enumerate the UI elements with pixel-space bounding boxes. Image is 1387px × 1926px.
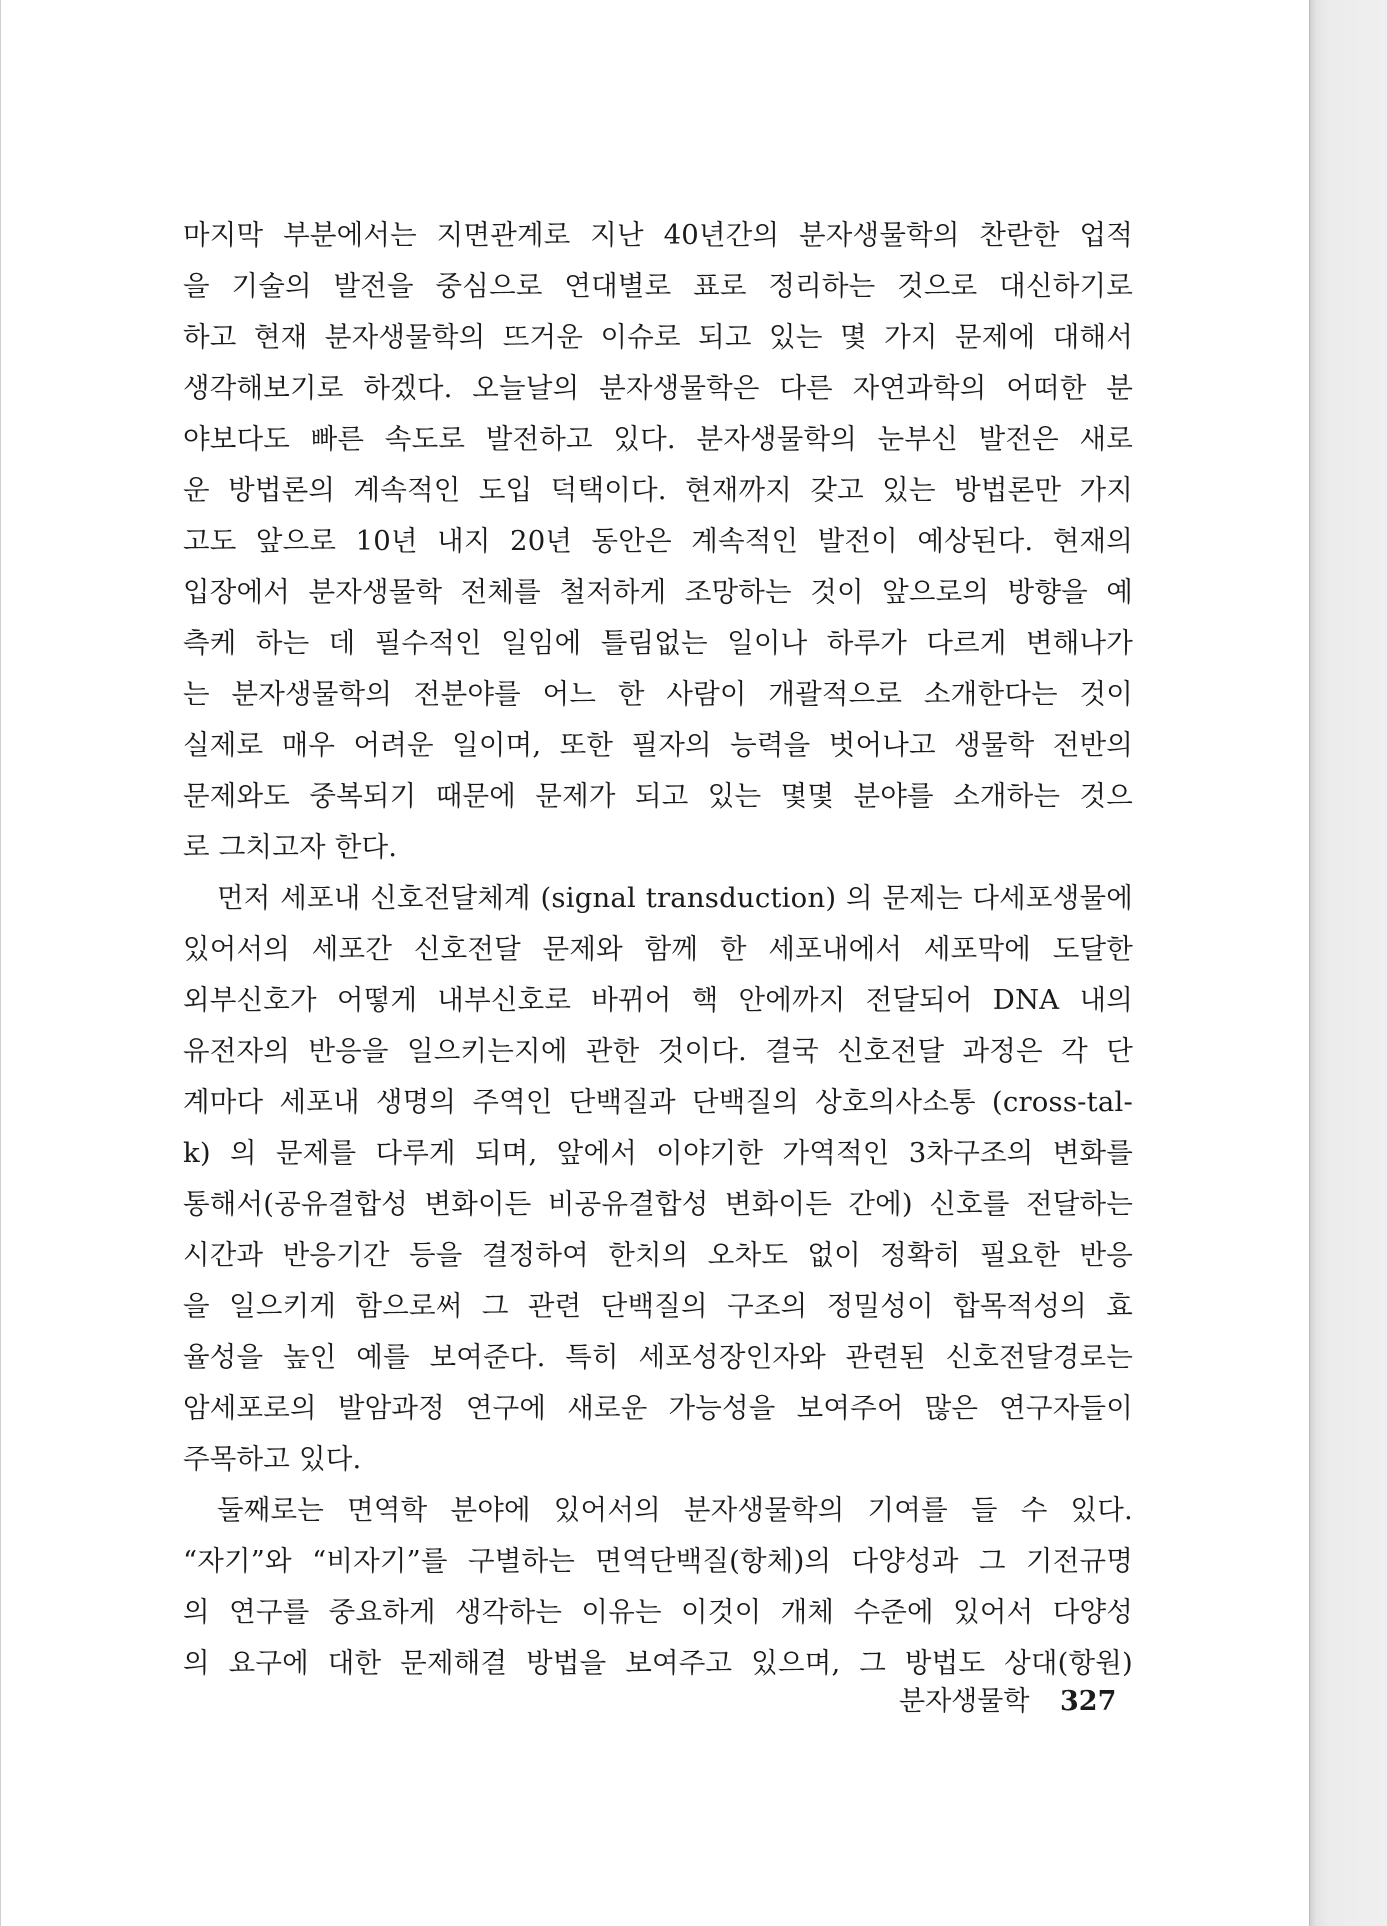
body-text bbox=[183, 210, 1133, 1689]
text-line: 있어서의 세포간 신호전달 문제와 함께 한 세포내에서 세포막에 도달한 bbox=[183, 933, 1133, 965]
text-line: 율성을 높인 예를 보여준다. 특히 세포성장인자와 관련된 신호전달경로는 bbox=[183, 1341, 1133, 1373]
text-line: 문제와도 중복되기 때문에 문제가 되고 있는 몇몇 분야를 소개하는 것으 bbox=[183, 780, 1133, 812]
text-line: 생각해보기로 하겠다. 오늘날의 분자생물학은 다른 자연과학의 어떠한 분 bbox=[183, 372, 1133, 404]
text-line: 로 그치고자 한다. bbox=[183, 831, 398, 863]
text-line: 야보다도 빠른 속도로 발전하고 있다. 분자생물학의 눈부신 발전은 새로 bbox=[183, 423, 1133, 455]
text-line: 을 기술의 발전을 중심으로 연대별로 표로 정리하는 것으로 대신하기로 bbox=[183, 270, 1133, 302]
text-line: 먼저 세포내 신호전달체계 (signal transduction) 의 문제는 다세포생물에 bbox=[217, 882, 1133, 914]
viewer-background bbox=[1310, 0, 1387, 1926]
text-line: 마지막 부분에서는 지면관계로 지난 40년간의 분자생물학의 찬란한 업적 bbox=[183, 219, 1133, 251]
page-number: 327 bbox=[1060, 1686, 1117, 1717]
text-line: 주목하고 있다. bbox=[183, 1443, 362, 1475]
text-line: 외부신호가 어떻게 내부신호로 바뀌어 핵 안에까지 전달되어 DNA 내의 bbox=[183, 984, 1133, 1016]
text-line: 암세포로의 발암과정 연구에 새로운 가능성을 보여주어 많은 연구자들이 bbox=[183, 1392, 1133, 1424]
page-footer bbox=[899, 1678, 1116, 1726]
text-line: “자기”와 “비자기”를 구별하는 면역단백질(항체)의 다양성과 그 기전규명 bbox=[183, 1545, 1133, 1577]
text-line: 을 일으키게 함으로써 그 관련 단백질의 구조의 정밀성이 합목적성의 효 bbox=[183, 1290, 1133, 1322]
text-line: 둘째로는 면역학 분야에 있어서의 분자생물학의 기여를 들 수 있다. bbox=[217, 1494, 1133, 1526]
text-line: 입장에서 분자생물학 전체를 철저하게 조망하는 것이 앞으로의 방향을 예 bbox=[183, 576, 1133, 608]
text-line: 의 연구를 중요하게 생각하는 이유는 이것이 개체 수준에 있어서 다양성 bbox=[183, 1596, 1133, 1628]
text-line: 실제로 매우 어려운 일이며, 또한 필자의 능력을 벗어나고 생물학 전반의 bbox=[183, 729, 1133, 761]
text-line: 측케 하는 데 필수적인 일임에 틀림없는 일이나 하루가 다르게 변해나가 bbox=[183, 627, 1133, 659]
text-line: 고도 앞으로 10년 내지 20년 동안은 계속적인 발전이 예상된다. 현재의 bbox=[183, 525, 1133, 557]
text-line: 계마다 세포내 생명의 주역인 단백질과 단백질의 상호의사소통 (cross-tal- bbox=[183, 1086, 1133, 1118]
text-line: 시간과 반응기간 등을 결정하여 한치의 오차도 없이 정확히 필요한 반응 bbox=[183, 1239, 1133, 1271]
text-line: 통해서(공유결합성 변화이든 비공유결합성 변화이든 간에) 신호를 전달하는 bbox=[183, 1188, 1133, 1220]
text-line: 의 요구에 대한 문제해결 방법을 보여주고 있으며, 그 방법도 상대(항원) bbox=[183, 1647, 1133, 1679]
text-line: 운 방법론의 계속적인 도입 덕택이다. 현재까지 갖고 있는 방법론만 가지 bbox=[183, 474, 1133, 506]
text-line: 하고 현재 분자생물학의 뜨거운 이슈로 되고 있는 몇 가지 문제에 대해서 bbox=[183, 321, 1133, 353]
text-line: 유전자의 반응을 일으키는지에 관한 것이다. 결국 신호전달 과정은 각 단 bbox=[183, 1035, 1133, 1067]
text-line: 는 분자생물학의 전분야를 어느 한 사람이 개괄적으로 소개한다는 것이 bbox=[183, 678, 1133, 710]
running-title: 분자생물학 bbox=[899, 1686, 1030, 1717]
text-line: k) 의 문제를 다루게 되며, 앞에서 이야기한 가역적인 3차구조의 변화를 bbox=[183, 1137, 1133, 1169]
